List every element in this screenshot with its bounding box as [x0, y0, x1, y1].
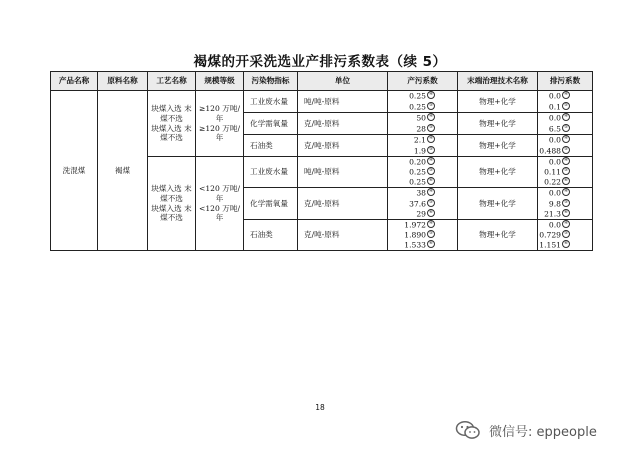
coefficient-line — [388, 135, 435, 145]
coefficient-value: 29 — [416, 209, 426, 219]
unit-cell: 克/吨-原料 — [298, 188, 388, 219]
coefficient-line — [388, 209, 435, 219]
treatment-technology-cell: 物理+化学 — [458, 157, 538, 188]
unit-cell: 克/吨-原料 — [298, 113, 388, 135]
pollutant-cell: 石油类 — [244, 135, 298, 157]
treatment-technology-cell: 物理+化学 — [458, 135, 538, 157]
coefficient-line — [538, 157, 570, 167]
coefficient-line — [388, 157, 435, 167]
process-name-line: 块煤入选 末煤不选 — [151, 123, 192, 143]
emission-coefficient-cell — [538, 135, 593, 157]
coefficient-value: 1.890 — [404, 230, 426, 240]
footnote-marker: ⑤ — [428, 102, 434, 108]
coefficient-line — [388, 199, 435, 209]
pollutant-cell: 化学需氧量 — [244, 113, 298, 135]
coefficient-line — [538, 113, 570, 123]
coefficient-line — [538, 135, 570, 145]
production-coefficient-cell — [388, 91, 458, 113]
scale-level-line: ≥120 万吨/ 年 — [198, 104, 241, 123]
coefficient-value: 0.0 — [548, 135, 561, 145]
coefficient-value: 9.8 — [548, 199, 561, 209]
footnote-marker: ⑤ — [428, 230, 434, 236]
table-row — [51, 91, 593, 113]
coefficient-line — [388, 240, 435, 250]
coefficient-line — [538, 209, 570, 219]
scale-level-cell — [196, 157, 244, 251]
unit-cell: 吨/吨-原料 — [298, 91, 388, 113]
emission-coefficient-cell — [538, 219, 593, 250]
production-coefficient-cell — [388, 219, 458, 250]
footnote-marker: ④ — [428, 114, 434, 120]
unit-cell: 克/吨-原料 — [298, 219, 388, 250]
production-coefficient-cell — [388, 157, 458, 188]
footnote-marker: ⑤ — [563, 230, 569, 236]
coefficient-value: 0.25 — [409, 167, 426, 177]
footnote-marker: ④ — [563, 136, 569, 142]
coefficient-line — [538, 91, 570, 101]
coefficient-value: 50 — [416, 113, 426, 123]
coefficient-value: 1.533 — [404, 240, 426, 250]
scale-level-line: ≥120 万吨/ 年 — [198, 123, 241, 143]
footnote-marker: ⑥ — [428, 209, 434, 215]
coefficient-line — [388, 124, 435, 134]
emission-coefficient-cell — [538, 91, 593, 113]
coefficient-line — [538, 188, 570, 198]
page-title: 褐煤的开采洗选业产排污系数表（续 5） — [193, 54, 447, 70]
coefficient-line — [538, 240, 570, 250]
coefficient-value: 37.6 — [409, 199, 426, 209]
footnote-marker: ④ — [563, 158, 569, 163]
coefficient-value: 0.25 — [409, 102, 426, 112]
coefficient-value: 0.729 — [539, 230, 561, 240]
production-coefficient-cell — [388, 188, 458, 219]
coefficient-value: 0.0 — [548, 113, 561, 123]
footnote-marker: ④ — [563, 114, 569, 120]
unit-cell: 克/吨-原料 — [298, 135, 388, 157]
treatment-technology-cell: 物理+化学 — [458, 91, 538, 113]
footnote-marker: ⑤ — [428, 168, 434, 174]
pollutant-cell: 工业废水量 — [244, 91, 298, 113]
footnote-marker: ④ — [563, 189, 569, 195]
coefficient-value: 0.1 — [548, 102, 561, 112]
unit-cell: 吨/吨-原料 — [298, 157, 388, 188]
treatment-technology-cell: 物理+化学 — [458, 113, 538, 135]
footnote-marker: ④ — [428, 158, 434, 163]
scale-level-line: <120 万吨/ 年 — [198, 184, 241, 203]
footnote-marker: ⑤ — [563, 199, 569, 205]
footnote-marker: ⑤ — [563, 102, 569, 108]
header-pollutant: 污染物指标 — [244, 72, 298, 91]
table-header-row — [51, 72, 593, 91]
coefficient-value: 0.25 — [409, 91, 426, 101]
coefficient-line — [538, 230, 570, 240]
coefficient-line — [388, 113, 435, 123]
treatment-technology-cell: 物理+化学 — [458, 219, 538, 250]
coefficient-line — [538, 167, 570, 177]
coefficient-value: 0.11 — [544, 167, 561, 177]
treatment-technology-cell: 物理+化学 — [458, 188, 538, 219]
header-scale: 规模等级 — [196, 72, 244, 91]
emission-coefficient-cell — [538, 188, 593, 219]
wechat-watermark — [455, 420, 597, 440]
coefficient-line — [388, 102, 435, 112]
process-name-cell — [148, 157, 196, 251]
header-process: 工艺名称 — [148, 72, 196, 91]
footnote-marker: ⑤ — [563, 146, 569, 152]
product-name-cell: 洗混煤 — [51, 91, 98, 251]
process-name-cell — [148, 91, 196, 157]
process-name-line: 块煤入选 末煤不选 — [151, 104, 192, 123]
coefficient-line — [388, 177, 435, 187]
footnote-marker: ⑥ — [563, 209, 569, 215]
footnote-marker: ④ — [563, 220, 569, 226]
coefficient-line — [538, 177, 570, 187]
coefficient-line — [538, 146, 570, 156]
pollutant-cell: 工业废水量 — [244, 157, 298, 188]
production-coefficient-cell — [388, 113, 458, 135]
page-number: 18 — [315, 403, 325, 412]
header-production-coefficient: 产污系数 — [388, 72, 458, 91]
footnote-marker: ④ — [563, 92, 569, 98]
coefficient-line — [388, 220, 435, 230]
footnote-marker: ⑥ — [563, 178, 569, 184]
footnote-marker: ⑤ — [428, 199, 434, 205]
header-unit: 单位 — [298, 72, 388, 91]
coefficient-value: 0.488 — [539, 146, 561, 156]
footnote-marker: ④ — [428, 189, 434, 195]
coefficient-value: 0.0 — [548, 220, 561, 230]
scale-level-line: <120 万吨/ 年 — [198, 203, 241, 223]
coefficient-line — [388, 167, 435, 177]
footnote-marker: ⑥ — [563, 241, 569, 246]
coefficient-value: 0.22 — [544, 177, 561, 187]
coefficient-line — [388, 91, 435, 101]
coefficient-value: 0.0 — [548, 188, 561, 198]
emission-coefficient-table — [50, 71, 593, 251]
pollutant-cell: 石油类 — [244, 219, 298, 250]
coefficient-value: 6.5 — [548, 124, 561, 134]
footnote-marker: ④ — [428, 220, 434, 226]
coefficient-value: 0.25 — [409, 177, 426, 187]
material-name-cell: 褐煤 — [98, 91, 148, 251]
coefficient-line — [538, 220, 570, 230]
footnote-marker: ④ — [428, 136, 434, 142]
coefficient-value: 0.20 — [409, 157, 426, 167]
header-product: 产品名称 — [51, 72, 98, 91]
watermark-text: 微信号: eppeople — [489, 424, 597, 440]
footnote-marker: ⑤ — [563, 168, 569, 174]
production-coefficient-cell — [388, 135, 458, 157]
coefficient-value: 1.972 — [404, 220, 426, 230]
coefficient-value: 0.0 — [548, 91, 561, 101]
footnote-marker: ⑤ — [428, 124, 434, 130]
emission-coefficient-cell — [538, 113, 593, 135]
footnote-marker: ⑤ — [428, 146, 434, 152]
coefficient-value: 1.9 — [413, 146, 426, 156]
coefficient-line — [388, 188, 435, 198]
footnote-marker: ⑤ — [563, 124, 569, 130]
footnote-marker: ④ — [428, 92, 434, 98]
footnote-marker: ⑥ — [428, 178, 434, 184]
coefficient-line — [538, 124, 570, 134]
coefficient-value: 0.0 — [548, 157, 561, 167]
coefficient-value: 1.151 — [539, 240, 561, 250]
coefficient-line — [538, 102, 570, 112]
scale-level-cell — [196, 91, 244, 157]
coefficient-value: 38 — [416, 188, 426, 198]
header-emission-coefficient: 排污系数 — [538, 72, 593, 91]
wechat-icon — [455, 420, 481, 440]
coefficient-value: 2.1 — [413, 135, 426, 145]
coefficient-line — [388, 146, 435, 156]
emission-coefficient-cell — [538, 157, 593, 188]
coefficient-value: 21.3 — [544, 209, 561, 219]
pollutant-cell: 化学需氧量 — [244, 188, 298, 219]
header-treatment-technology: 末端治理技术名称 — [458, 72, 538, 91]
coefficient-line — [538, 199, 570, 209]
footnote-marker: ⑥ — [428, 241, 434, 246]
coefficient-line — [388, 230, 435, 240]
process-name-line: 块煤入选 末煤不选 — [151, 184, 192, 203]
header-material: 原料名称 — [98, 72, 148, 91]
coefficient-value: 28 — [416, 124, 426, 134]
process-name-line: 块煤入选 末煤不选 — [151, 203, 192, 223]
